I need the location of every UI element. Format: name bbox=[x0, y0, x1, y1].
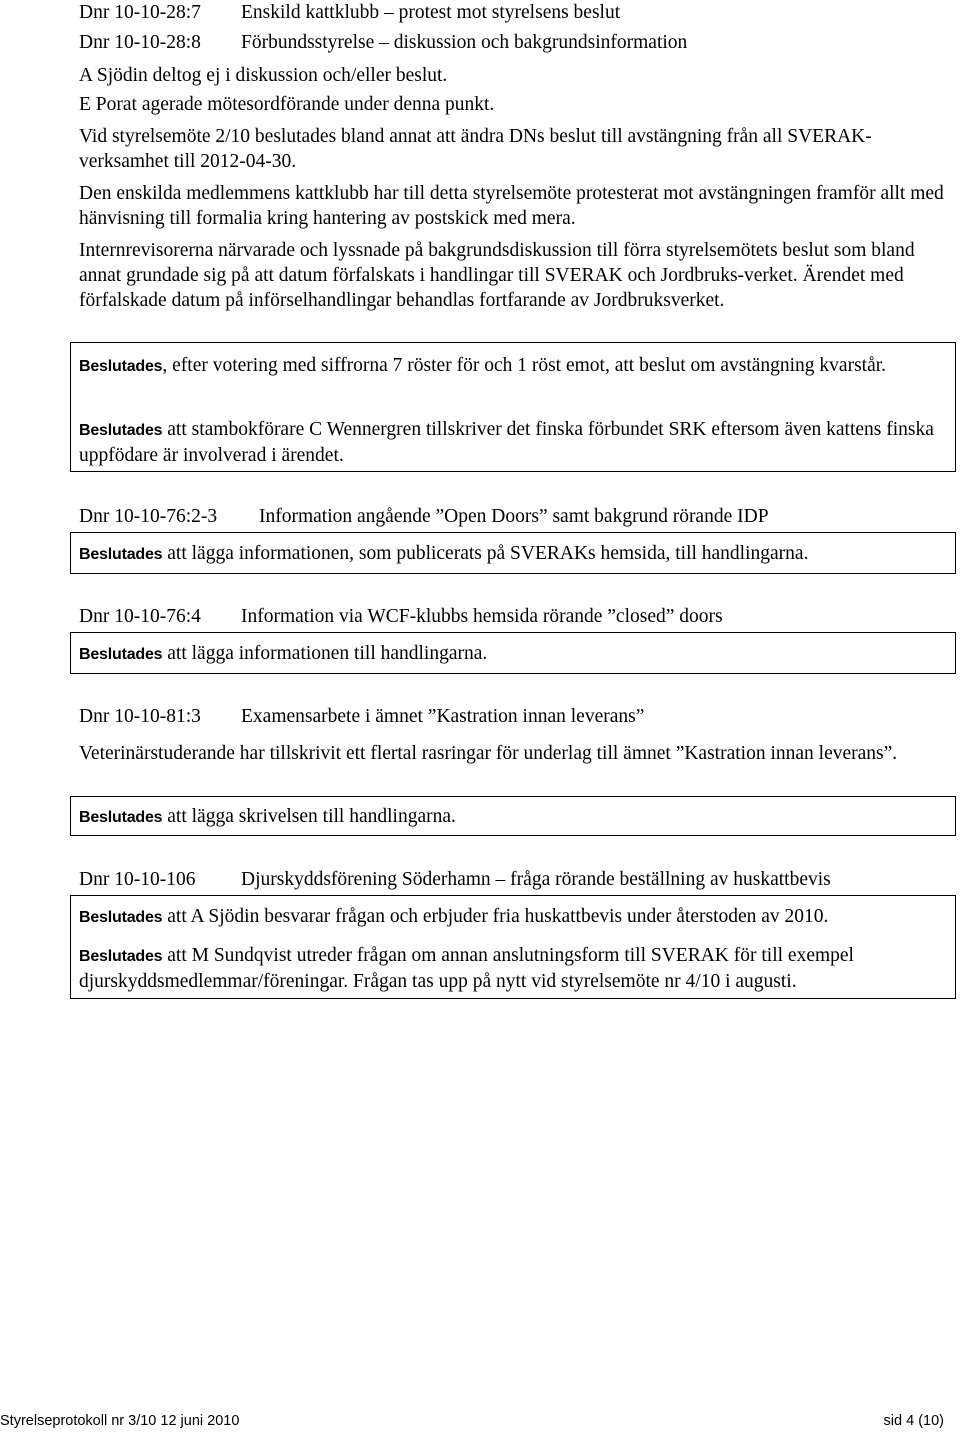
intro-paragraph-2: Den enskilda medlemmens kattklubb har till detta styrelsemöte protesterat mot avstängningen framför allt med hänvisning till formalia kring hantering av postskick med mera. bbox=[79, 183, 944, 229]
decision-box-3 bbox=[70, 632, 956, 674]
decision-2a: Beslutades att lägga informationen, som publicerats på SVERAKs hemsida, till handlingarna. bbox=[79, 543, 809, 564]
intro-paragraph-1: Vid styrelsemöte 2/10 beslutades bland annat att ändra DNs beslut till avstängning från all SVERAK-verksamhet till 2012-04-30. bbox=[79, 126, 872, 172]
intro-line-1: A Sjödin deltog ej i diskussion och/eller beslut. bbox=[79, 65, 448, 86]
item-title-6: Djurskyddsförening Söderhamn – fråga rörande beställning av huskattbevis bbox=[241, 869, 831, 890]
decision-5a: Beslutades att A Sjödin besvarar frågan och erbjuder fria huskattbevis under återstoden av 2010. bbox=[79, 906, 829, 927]
decision-box-5 bbox=[70, 895, 956, 999]
intro-line-2: E Porat agerade mötesordförande under denna punkt. bbox=[79, 94, 495, 115]
decision-keyword: Beslutades bbox=[79, 646, 163, 663]
decision-keyword: Beslutades bbox=[79, 358, 163, 375]
item-title-4: Information via WCF-klubbs hemsida rörande ”closed” doors bbox=[241, 606, 723, 627]
item-dnr-3: Dnr 10-10-76:2-3 bbox=[79, 506, 218, 527]
item-dnr-2: Dnr 10-10-28:8 bbox=[79, 32, 201, 53]
item-title-1: Enskild kattklubb – protest mot styrelsens beslut bbox=[241, 2, 621, 23]
item-body-5: Veterinärstuderande har tillskrivit ett flertal rasringar för underlag till ämnet ”Kastration innan leverans”. bbox=[79, 743, 898, 764]
item-dnr-6: Dnr 10-10-106 bbox=[79, 869, 196, 890]
decision-keyword: Beslutades bbox=[79, 422, 163, 439]
item-dnr-5: Dnr 10-10-81:3 bbox=[79, 706, 201, 727]
decision-5b: Beslutades att M Sundqvist utreder frågan om annan anslutningsform till SVERAK för till exempel djurskyddsmedlemmar/föreningar. Frågan tas upp på nytt vid styrelsemöte nr 4/10 i augusti. bbox=[79, 945, 854, 992]
decision-keyword: Beslutades bbox=[79, 948, 163, 965]
decision-box-1 bbox=[70, 342, 956, 472]
item-title-3: Information angående ”Open Doors” samt bakgrund rörande IDP bbox=[259, 506, 769, 527]
footer-page-number: sid 4 (10) bbox=[883, 1413, 944, 1429]
item-dnr-4: Dnr 10-10-76:4 bbox=[79, 606, 201, 627]
decision-1b: Beslutades att stambokförare C Wennergren tillskriver det finska förbundet SRK eftersom även kattens finska uppfödare är involverad i ärendet. bbox=[79, 419, 934, 466]
decision-4a: Beslutades att lägga skrivelsen till handlingarna. bbox=[79, 806, 456, 827]
decision-keyword: Beslutades bbox=[79, 546, 163, 563]
decision-3a: Beslutades att lägga informationen till handlingarna. bbox=[79, 643, 488, 664]
item-title-2: Förbundsstyrelse – diskussion och bakgrundsinformation bbox=[241, 32, 688, 53]
decision-keyword: Beslutades bbox=[79, 809, 163, 826]
decision-box-4 bbox=[70, 796, 956, 836]
footer-document-info: Styrelseprotokoll nr 3/10 12 juni 2010 bbox=[0, 1413, 240, 1429]
decision-1a: Beslutades, efter votering med siffrorna 7 röster för och 1 röst emot, att beslut om avstängning kvarstår. bbox=[79, 355, 887, 376]
decision-box-2 bbox=[70, 532, 956, 574]
decision-keyword: Beslutades bbox=[79, 909, 163, 926]
item-dnr-1: Dnr 10-10-28:7 bbox=[79, 2, 201, 23]
intro-paragraph-3: Internrevisorerna närvarade och lyssnade på bakgrundsdiskussion till förra styrelsemötets beslut som bland annat grundade sig på att datum förfalskats i handlingar till SVERAK och Jordbruks-verket. Ärendet med förfalskade datum på införselhandlingar behandlas fortfarande av Jordbruksverket. bbox=[79, 240, 915, 311]
item-title-5: Examensarbete i ämnet ”Kastration innan leverans” bbox=[241, 706, 645, 727]
